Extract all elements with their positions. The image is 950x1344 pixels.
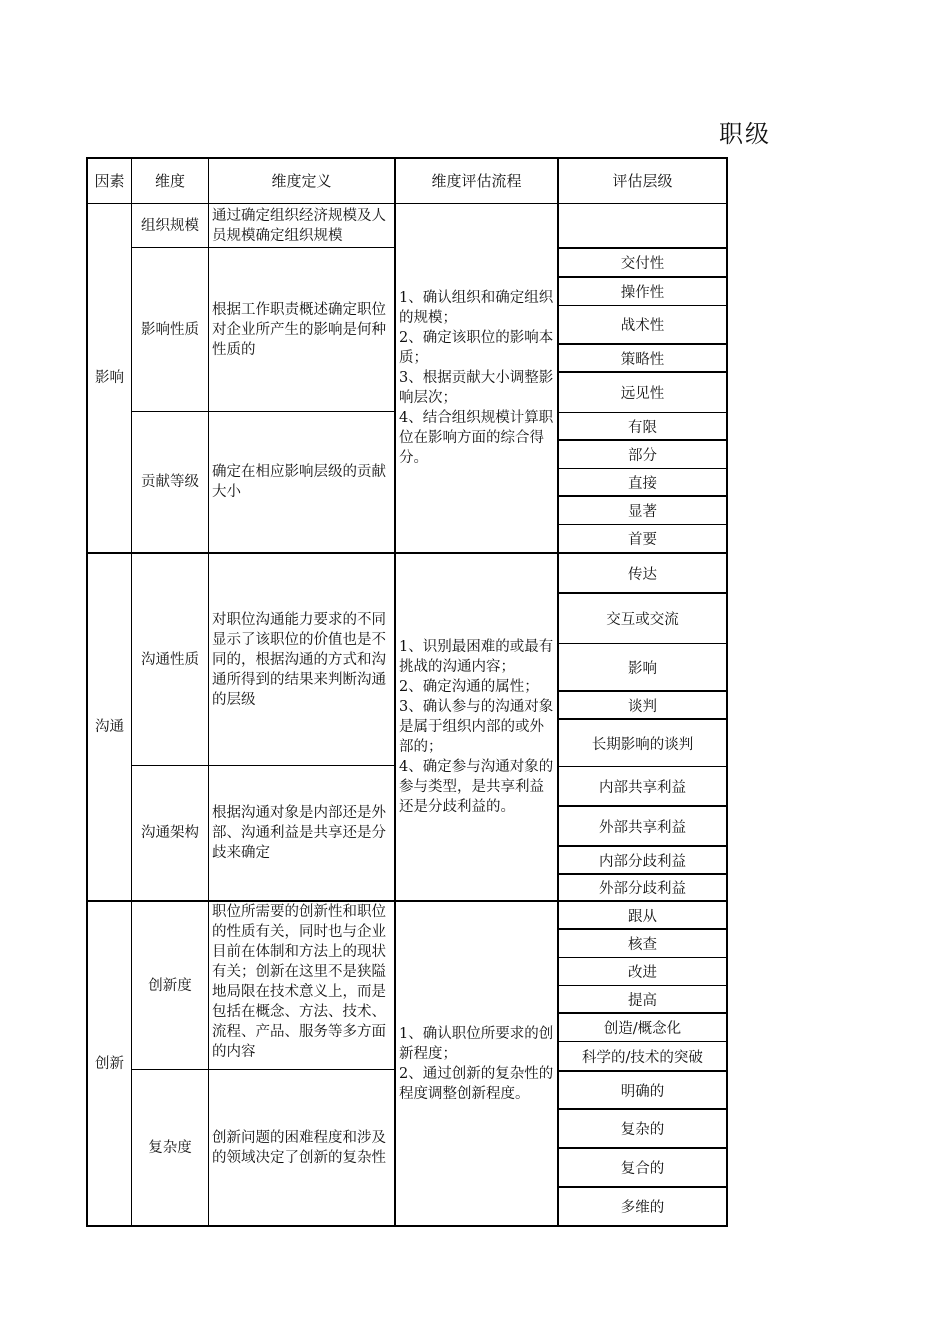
level-item: 创造/概念化	[558, 1014, 727, 1042]
definition-comm-structure: 根据沟通对象是内部还是外部、沟通利益是共享还是分歧来确定	[212, 805, 386, 861]
level-item: 影响	[558, 644, 727, 692]
level-item: 直接	[558, 469, 727, 497]
dimension-comm-nature: 沟通性质	[141, 651, 199, 668]
level-item: 复杂的	[558, 1110, 727, 1149]
level-item: 多维的	[620, 1200, 665, 1216]
level-item: 科学的/技术的突破	[558, 1042, 727, 1072]
header-levels: 评估层级	[612, 172, 673, 190]
level-item: 操作性	[558, 278, 727, 306]
factor-communication: 沟通	[95, 719, 124, 735]
process-impact: 1、确认组织和确定组织的规模； 2、确定该职位的影响本质； 3、根据贡献大小调整影响层次； 4、结合组织规模计算职位在影响方面的综合得分。	[399, 290, 554, 466]
level-item: 部分	[558, 441, 727, 469]
level-item: 显著	[558, 497, 727, 525]
header-process: 维度评估流程	[431, 172, 522, 190]
level-item: 交付性	[558, 249, 727, 278]
level-item: 核查	[558, 930, 727, 958]
header-factor: 因素	[94, 172, 125, 190]
level-item: 明确的	[558, 1072, 727, 1110]
level-item: 首要	[628, 532, 657, 548]
level-item: 策略性	[558, 345, 727, 373]
page-title: 职级	[719, 120, 771, 148]
level-item: 内部分歧利益	[558, 847, 727, 875]
dimension-innovation-degree: 创新度	[148, 977, 192, 994]
level-item: 改进	[558, 958, 727, 986]
level-item: 外部共享利益	[558, 807, 727, 847]
level-org-scale	[558, 204, 727, 249]
header-dimension: 维度	[154, 172, 185, 190]
level-item: 提高	[558, 986, 727, 1014]
definition-comm-nature: 对职位沟通能力要求的不同显示了该职位的价值也是不同的，根据沟通的方式和沟通所得到的结果来判断沟通的层级	[212, 611, 386, 708]
level-item: 远见性	[558, 373, 727, 413]
process-communication: 1、识别最困难的或最有挑战的沟通内容； 2、确定沟通的属性； 3、确认参与的沟通对象是属于组织内部的或外部的； 4、确定参与沟通对象的参与类型，是共享利益还是分歧利益的。	[399, 639, 554, 815]
dimension-impact-nature: 影响性质	[141, 321, 199, 338]
factor-impact: 影响	[95, 370, 124, 386]
definition-complexity: 创新问题的困难程度和涉及的领域决定了创新的复杂性	[212, 1129, 386, 1166]
process-innovation: 1、确认职位所要求的创新程度； 2、通过创新的复杂性的程度调整创新程度。	[399, 1025, 554, 1102]
dimension-org-scale: 组织规模	[141, 217, 199, 234]
level-item: 外部分歧利益	[599, 881, 686, 897]
level-item: 跟从	[558, 902, 727, 930]
level-item: 有限	[558, 413, 727, 441]
header-definition: 维度定义	[271, 172, 332, 190]
level-item: 谈判	[558, 692, 727, 720]
dimension-comm-structure: 沟通架构	[141, 825, 199, 841]
level-item: 内部共享利益	[558, 767, 727, 807]
definition-impact-nature: 根据工作职责概述确定职位对企业所产生的影响是何种性质的	[212, 301, 386, 358]
dimension-complexity: 复杂度	[148, 1139, 192, 1156]
definition-innovation-degree: 职位所需要的创新性和职位的性质有关，同时也与企业目前在体制和方法上的现状有关；创新在这里不是狭隘地局限在技术意义上，而是包括在概念、方法、技术、流程、产品、服务等多方面的内容	[212, 904, 386, 1060]
level-item: 交互或交流	[558, 594, 727, 644]
definition-contribution: 确定在相应影响层级的贡献大小	[212, 464, 386, 500]
factor-innovation: 创新	[95, 1055, 124, 1072]
definition-org-scale: 通过确定组织经济规模及人员规模确定组织规模	[212, 207, 386, 244]
level-item: 长期影响的谈判	[558, 720, 727, 767]
level-item: 复合的	[558, 1149, 727, 1188]
level-item: 传达	[558, 554, 727, 594]
dimension-contribution: 贡献等级	[141, 474, 199, 490]
level-item: 战术性	[558, 306, 727, 345]
